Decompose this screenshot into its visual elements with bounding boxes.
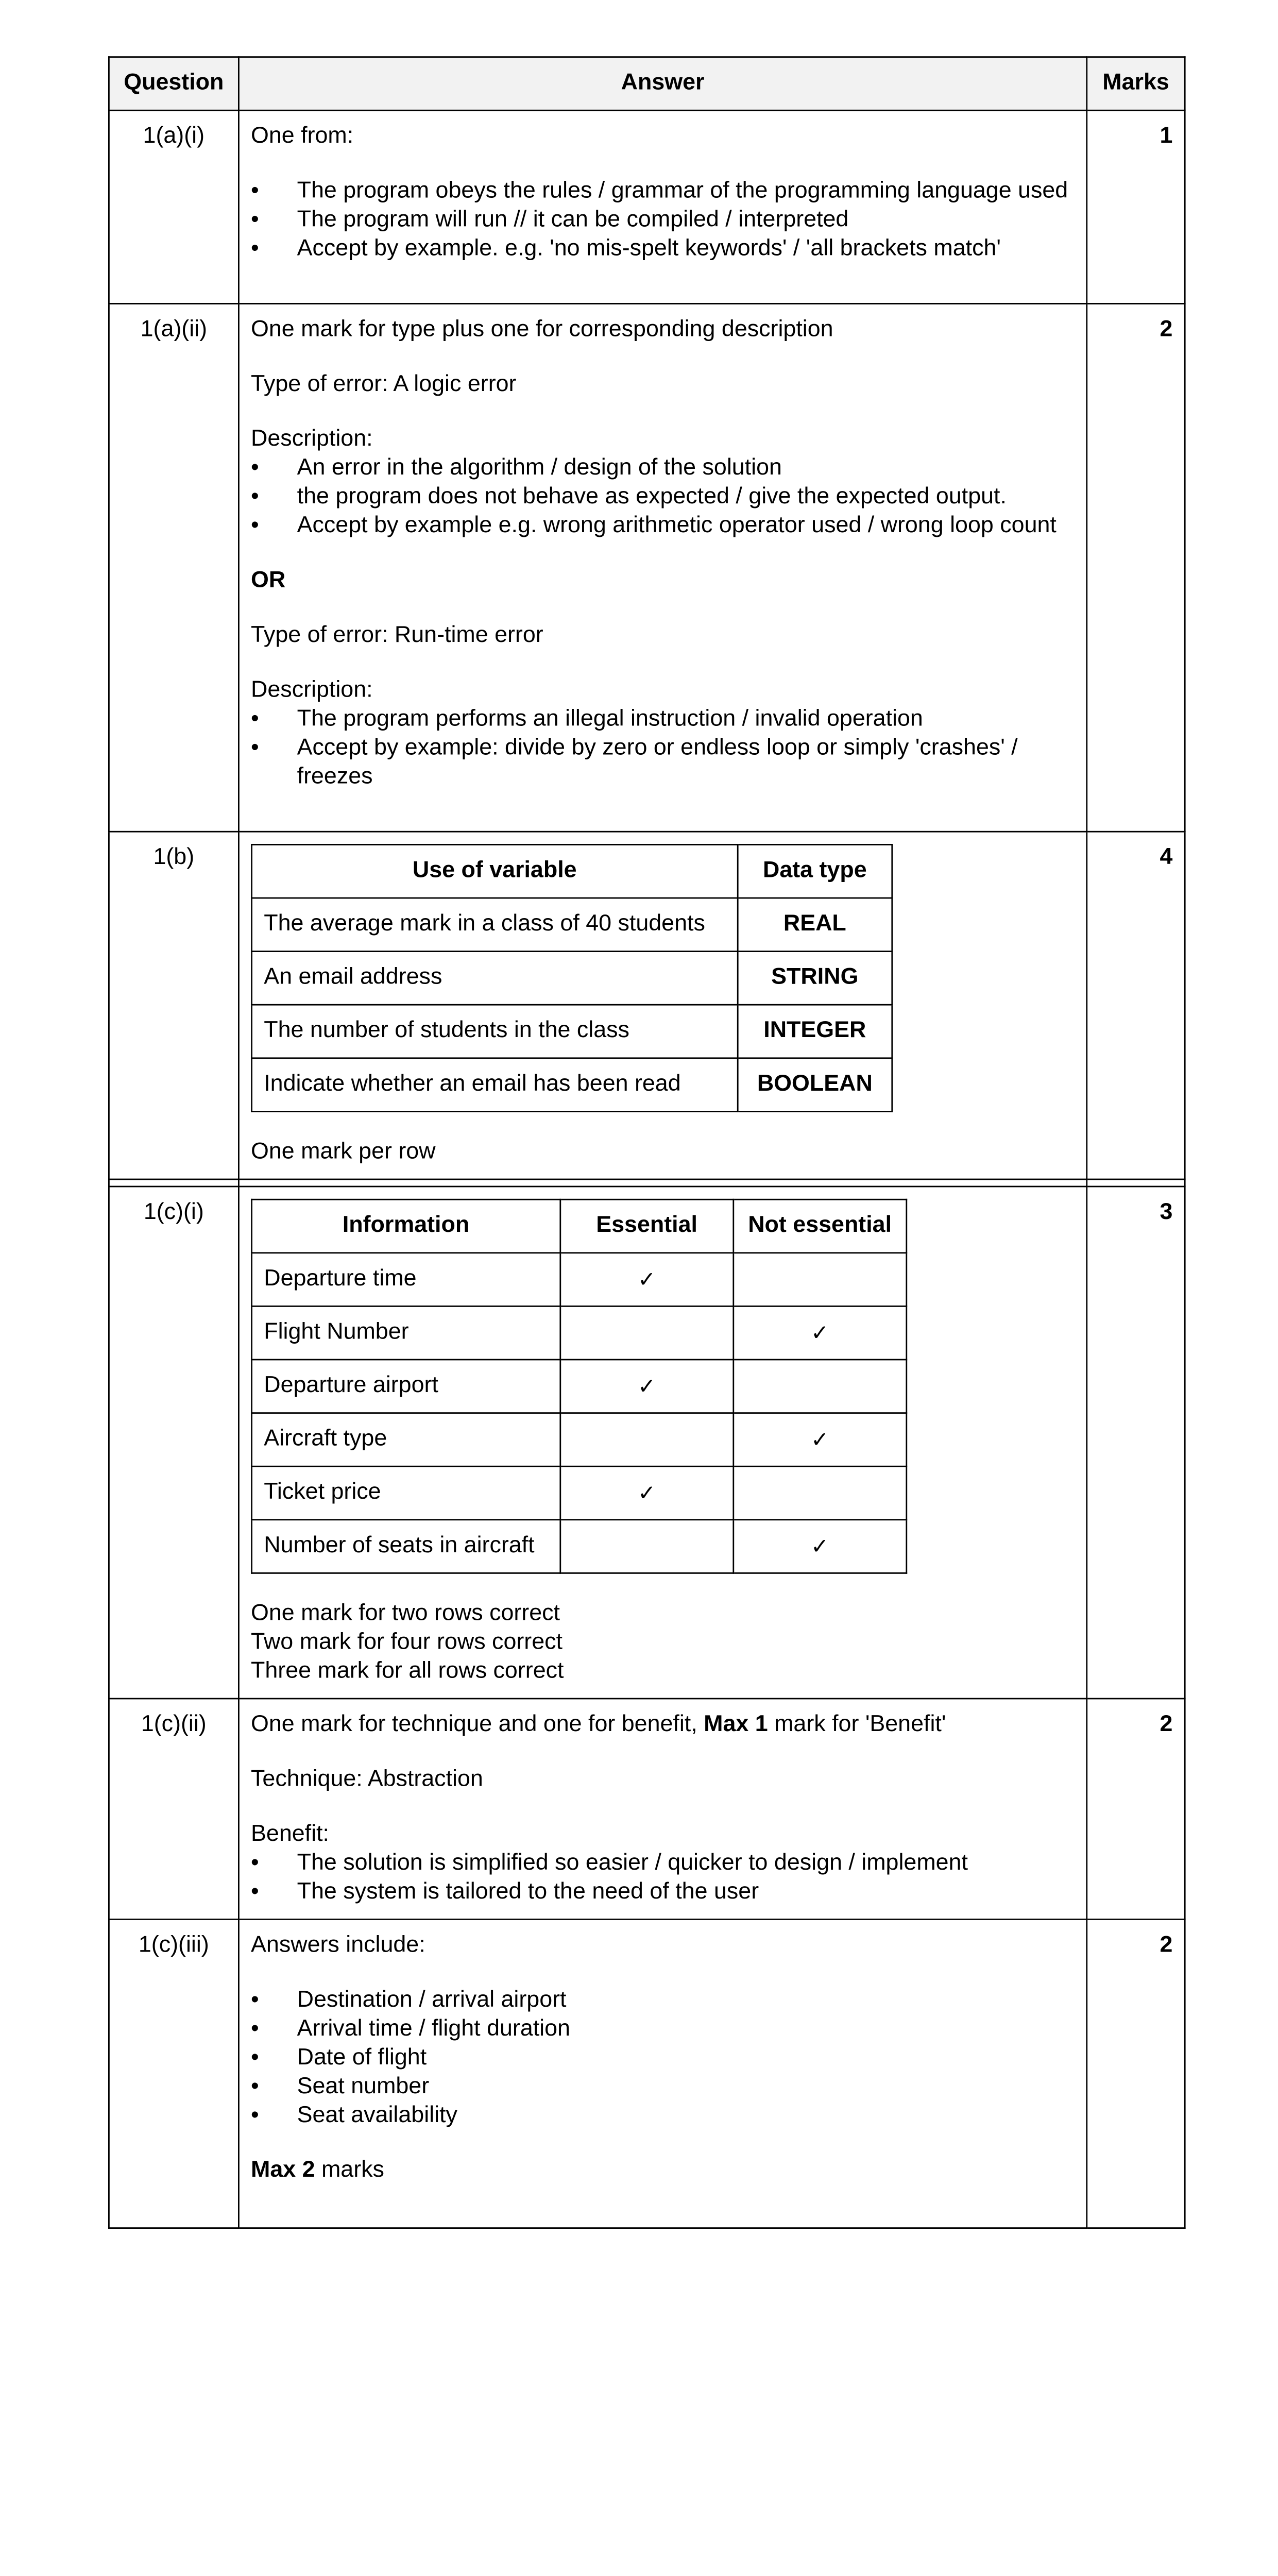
marks-value: 4 xyxy=(1087,832,1185,1179)
table-row xyxy=(251,1306,906,1360)
data-type: INTEGER xyxy=(738,1005,892,1058)
question-number: 1(c)(ii) xyxy=(109,1699,238,1919)
data-type: REAL xyxy=(738,898,892,952)
list-item: • The program will run // it can be compiled / interpreted xyxy=(251,206,1075,235)
column-header-information: Information xyxy=(251,1199,560,1253)
table-row xyxy=(109,1919,1185,2228)
marking-note: Two mark for four rows correct xyxy=(251,1630,563,1655)
check-icon: ✓ xyxy=(637,1479,656,1505)
table-row xyxy=(109,1699,1185,1919)
table-row xyxy=(251,1520,906,1573)
header-question: Question xyxy=(109,57,238,111)
column-header-not-essential: Not essential xyxy=(734,1199,907,1253)
check-icon: ✓ xyxy=(810,1426,829,1452)
variable-use: Indicate whether an email has been read xyxy=(251,1058,738,1112)
data-type: BOOLEAN xyxy=(738,1058,892,1112)
variable-use: The number of students in the class xyxy=(251,1005,738,1058)
list-item: • An error in the algorithm / design of the solution xyxy=(251,454,1075,483)
information-item: Aircraft type xyxy=(251,1413,560,1467)
check-icon: ✓ xyxy=(810,1533,829,1559)
answer-cell xyxy=(238,1919,1087,2228)
answer-intro: One mark for technique and one for benefit, Max 1 mark for 'Benefit' xyxy=(251,1712,946,1737)
marks-value: 3 xyxy=(1087,1187,1185,1699)
question-number: 1(c)(i) xyxy=(109,1187,238,1699)
list-item: • Seat number xyxy=(251,2073,1075,2102)
table-row xyxy=(251,1466,906,1520)
description-label: Description: xyxy=(251,427,373,452)
list-item: • Accept by example: divide by zero or endless loop or simply 'crashes' / freezes xyxy=(251,734,1075,792)
answer-intro: One from: xyxy=(251,124,354,149)
marking-note: Three mark for all rows correct xyxy=(251,1659,564,1684)
list-item: • The solution is simplified so easier / quicker to design / implement xyxy=(251,1850,1075,1878)
error-type-logic: Type of error: A logic error xyxy=(251,372,517,397)
table-row xyxy=(251,1005,892,1058)
description-label: Description: xyxy=(251,678,373,703)
column-header-essential: Essential xyxy=(560,1199,734,1253)
data-type-table xyxy=(251,844,893,1112)
bullet-list xyxy=(251,454,1075,541)
marks-value: 2 xyxy=(1087,1919,1185,2228)
bullet-list xyxy=(251,1987,1075,2131)
table-row xyxy=(109,1187,1185,1699)
error-type-runtime: Type of error: Run-time error xyxy=(251,623,543,648)
row-divider xyxy=(109,1179,1185,1187)
list-item: • The system is tailored to the need of the user xyxy=(251,1878,1075,1907)
information-item: Departure time xyxy=(251,1253,560,1307)
bullet-list xyxy=(251,705,1075,792)
header-answer: Answer xyxy=(238,57,1087,111)
variable-use: The average mark in a class of 40 students xyxy=(251,898,738,952)
answer-cell xyxy=(238,832,1087,1179)
answer-intro: One mark for type plus one for corresponding description xyxy=(251,317,833,342)
information-item: Departure airport xyxy=(251,1360,560,1413)
marking-note: One mark per row xyxy=(251,1140,436,1164)
variable-use: An email address xyxy=(251,952,738,1005)
list-item: • Date of flight xyxy=(251,2044,1075,2073)
information-item: Ticket price xyxy=(251,1466,560,1520)
answer-cell xyxy=(238,1699,1087,1919)
list-item: • the program does not behave as expected / give the expected output. xyxy=(251,483,1075,512)
mark-scheme-table xyxy=(108,56,1186,2229)
list-item: • Accept by example. e.g. 'no mis-spelt keywords' / 'all brackets match' xyxy=(251,235,1075,264)
question-number: 1(a)(i) xyxy=(109,110,238,303)
column-header-use: Use of variable xyxy=(251,844,738,898)
table-row xyxy=(251,1360,906,1413)
list-item: • Accept by example e.g. wrong arithmetic operator used / wrong loop count xyxy=(251,512,1075,541)
list-item: • The program performs an illegal instruction / invalid operation xyxy=(251,705,1075,734)
table-row xyxy=(251,1253,906,1307)
bullet-list xyxy=(251,1850,1075,1907)
data-type: STRING xyxy=(738,952,892,1005)
table-row xyxy=(109,110,1185,303)
information-table xyxy=(251,1199,907,1574)
table-row xyxy=(251,952,892,1005)
list-item: • Destination / arrival airport xyxy=(251,1987,1075,2015)
check-icon: ✓ xyxy=(637,1266,656,1292)
check-icon: ✓ xyxy=(637,1372,656,1399)
list-item: • The program obeys the rules / grammar of the programming language used xyxy=(251,177,1075,206)
table-row xyxy=(251,898,892,952)
header-marks: Marks xyxy=(1087,57,1185,111)
answer-cell xyxy=(238,1187,1087,1699)
check-icon: ✓ xyxy=(810,1319,829,1345)
answer-intro: Answers include: xyxy=(251,1933,425,1958)
table-row xyxy=(251,1058,892,1112)
table-row xyxy=(109,832,1185,1179)
column-header-data-type: Data type xyxy=(738,844,892,898)
or-label: OR xyxy=(251,568,286,593)
table-row xyxy=(251,1413,906,1467)
technique-line: Technique: Abstraction xyxy=(251,1767,483,1792)
max-marks-note: Max 2 marks xyxy=(251,2158,384,2183)
answer-cell xyxy=(238,303,1087,832)
question-number: 1(c)(iii) xyxy=(109,1919,238,2228)
table-row xyxy=(109,303,1185,832)
bullet-list xyxy=(251,177,1075,264)
benefit-label: Benefit: xyxy=(251,1822,329,1846)
marking-note: One mark for two rows correct xyxy=(251,1601,560,1626)
header-row xyxy=(109,57,1185,111)
information-item: Flight Number xyxy=(251,1306,560,1360)
answer-cell xyxy=(238,110,1087,303)
question-number: 1(a)(ii) xyxy=(109,303,238,832)
marks-value: 2 xyxy=(1087,303,1185,832)
question-number: 1(b) xyxy=(109,832,238,1179)
list-item: • Seat availability xyxy=(251,2102,1075,2131)
information-item: Number of seats in aircraft xyxy=(251,1520,560,1573)
marks-value: 2 xyxy=(1087,1699,1185,1919)
list-item: • Arrival time / flight duration xyxy=(251,2015,1075,2044)
marks-value: 1 xyxy=(1087,110,1185,303)
